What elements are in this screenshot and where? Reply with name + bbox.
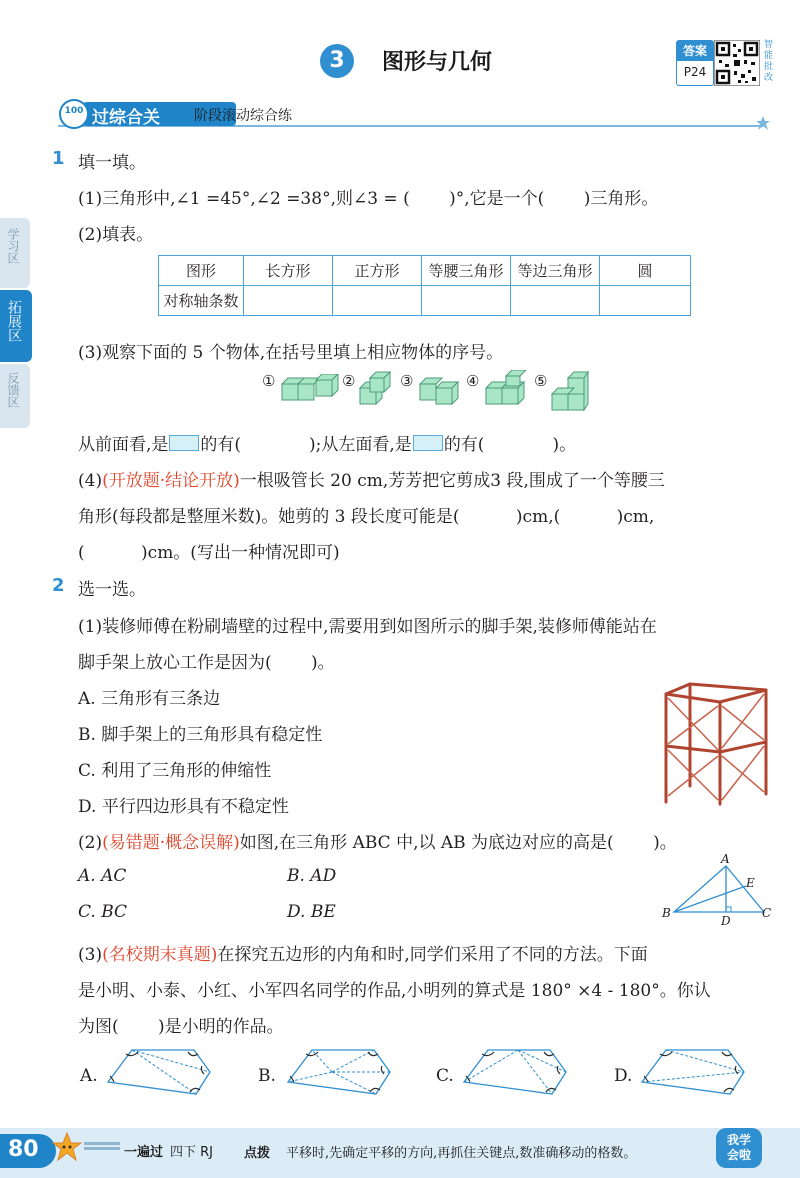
q1-part3: (3)观察下面的 5 个物体,在括号里填上相应物体的序号。	[78, 343, 504, 363]
q2-part3-line3: 为图( )是小明的作品。	[78, 1017, 284, 1037]
pentagon-option-b-label[interactable]: B.	[258, 1066, 276, 1086]
q1-part1: (1)三角形中,∠1 =45°,∠2 =38°,则∠3 = ( )°,它是一个( )三角形。	[78, 189, 659, 209]
front-view-text: 从前面看,是	[78, 435, 169, 455]
option-d[interactable]: D. 平行四边形具有不稳定性	[78, 797, 289, 817]
table-answer-cell[interactable]	[244, 286, 333, 316]
option-c[interactable]: C. 利用了三角形的伸缩性	[78, 761, 272, 781]
pentagon-option-c[interactable]	[458, 1046, 570, 1098]
answer-page: P24	[683, 65, 707, 79]
side-tab-extend[interactable]	[0, 290, 32, 362]
q2-part3-line1	[78, 940, 648, 965]
object-label: ③	[400, 372, 414, 390]
edition-label: 四下 RJ	[170, 1145, 213, 1160]
q2-part2-prefix: (2)	[78, 833, 103, 853]
side-tab-feedback-label: 反馈区	[6, 372, 20, 408]
q2-title: 选一选。	[78, 580, 146, 600]
brand-label: 一遍过	[124, 1145, 164, 1160]
q2-part1-line2: 脚手架上放心工作是因为( )。	[78, 653, 335, 673]
footer-small-print	[84, 1140, 120, 1154]
table-header-row	[159, 256, 691, 286]
triangle-label-d: D	[721, 914, 731, 928]
q1-part3-answer-line	[78, 430, 576, 455]
q1-part4-line3: ( )cm。(写出一种情况即可)	[78, 543, 340, 563]
object-label: ①	[262, 372, 276, 390]
triangle-label-b: B	[662, 906, 671, 920]
object-label: ⑤	[534, 372, 548, 390]
table-row-label: 对称轴条数	[159, 286, 244, 316]
pentagon-option-a[interactable]	[102, 1046, 214, 1098]
cube-object-3	[418, 374, 460, 408]
option-b[interactable]: B. 脚手架上的三角形具有稳定性	[78, 725, 323, 745]
table-answer-cell[interactable]	[333, 286, 422, 316]
triangle-label-e: E	[746, 876, 755, 890]
q1-part4-line2: 角形(每段都是整厘米数)。她剪的 3 段长度可能是( )cm,( )cm,	[78, 507, 655, 527]
page-number: 80	[8, 1137, 39, 1162]
cube-object-1	[280, 374, 342, 404]
tip-text: 平移时,先确定平移的方向,再抓住关键点,数准确移动的格数。	[286, 1146, 637, 1161]
two-square-view-icon	[413, 435, 443, 451]
pentagon-option-d[interactable]	[636, 1046, 748, 1098]
pentagon-option-c-label[interactable]: C.	[436, 1066, 454, 1086]
chapter-badge	[320, 44, 354, 78]
table-row	[159, 286, 691, 316]
cube-objects	[262, 370, 592, 416]
object-label: ②	[342, 372, 356, 390]
side-tab-extend-label: 拓展区	[6, 300, 22, 342]
q1-part2: (2)填表。	[78, 225, 154, 245]
table-header: 长方形	[244, 256, 333, 286]
q1-part4-line1	[78, 466, 665, 491]
exam-tag: (名校期末真题)	[102, 945, 218, 965]
option-d[interactable]: D. BE	[287, 902, 336, 922]
q2-part1-line1: (1)装修师傅在粉刷墙壁的过程中,需要用到如图所示的脚手架,装修师傅能站在	[78, 617, 657, 637]
error-prone-tag: (易错题·概念误解)	[102, 833, 240, 853]
q2-part3-prefix: (3)	[78, 945, 103, 965]
answer-label: 答案	[677, 41, 713, 61]
section-subtitle: 阶段滚动综合练	[194, 108, 292, 124]
open-question-tag: (开放题·结论开放)	[102, 471, 240, 491]
q1-part4-prefix: (4)	[78, 471, 103, 491]
page-title: 图形与几何	[382, 50, 493, 75]
side-tab-study[interactable]	[0, 218, 30, 288]
q2-part3-line2: 是小明、小泰、小红、小军四名同学的作品,小明列的算式是 180° ×4 - 180°。你认	[78, 981, 711, 1001]
symmetry-table	[158, 255, 691, 316]
tip-label: 点拨	[244, 1146, 271, 1161]
table-header: 等腰三角形	[422, 256, 511, 286]
side-tabs	[0, 218, 30, 428]
table-header: 等边三角形	[511, 256, 600, 286]
table-header: 正方形	[333, 256, 422, 286]
q1-part4-text: 一根吸管长 20 cm,芳芳把它剪成3 段,围成了一个等腰三	[239, 471, 665, 491]
cube-object-2	[358, 370, 394, 408]
qr-code-icon[interactable]	[714, 40, 760, 86]
answer-end-text: 的有( )。	[443, 435, 577, 455]
q1-title: 填一填。	[78, 153, 146, 173]
triangle-abc-diagram	[654, 852, 778, 924]
cube-object-5	[550, 370, 590, 414]
pentagon-option-b[interactable]	[282, 1046, 394, 1098]
object-label: ④	[466, 372, 480, 390]
table-header: 圆	[600, 256, 691, 286]
pentagon-option-a-label[interactable]: A.	[80, 1066, 98, 1086]
table-answer-cell[interactable]	[511, 286, 600, 316]
scaffold-image	[660, 676, 772, 806]
trophy-number: 100	[64, 106, 84, 116]
q2-part3-text: 在探究五边形的内角和时,同学们采用了不同的方法。下面	[217, 945, 648, 965]
star-icon	[756, 116, 770, 130]
table-answer-cell[interactable]	[600, 286, 691, 316]
q1-number: 1	[52, 148, 65, 169]
section-title: 过综合关	[92, 108, 160, 128]
triangle-label-a: A	[721, 852, 730, 866]
option-c[interactable]: C. BC	[78, 902, 128, 922]
section-bar	[58, 102, 768, 126]
option-b[interactable]: B. AD	[287, 866, 337, 886]
triangle-label-c: C	[762, 906, 772, 920]
side-tab-feedback[interactable]	[0, 364, 30, 428]
side-tab-study-label: 学习区	[6, 228, 20, 264]
q2-part2-line	[78, 828, 677, 853]
chapter-number: 3	[329, 48, 345, 73]
table-header: 图形	[159, 256, 244, 286]
option-a[interactable]: A. 三角形有三条边	[78, 689, 221, 709]
corner-badge[interactable]	[716, 1128, 762, 1168]
option-a[interactable]: A. AC	[78, 866, 127, 886]
q2-number: 2	[52, 575, 65, 596]
left-view-text: 的有( );从左面看,是	[200, 435, 412, 455]
q2-part2-text: 如图,在三角形 ABC 中,以 AB 为底边对应的高是( )。	[239, 833, 677, 853]
corner-badge-label: 我学会啦	[726, 1133, 751, 1162]
pentagon-option-d-label[interactable]: D.	[614, 1066, 633, 1086]
answer-box[interactable]	[676, 40, 714, 86]
mascot-star-icon	[52, 1132, 82, 1162]
cube-object-4	[484, 370, 530, 408]
two-square-view-icon	[169, 435, 199, 451]
smart-check-label: 智能批改	[764, 40, 774, 83]
table-answer-cell[interactable]	[422, 286, 511, 316]
